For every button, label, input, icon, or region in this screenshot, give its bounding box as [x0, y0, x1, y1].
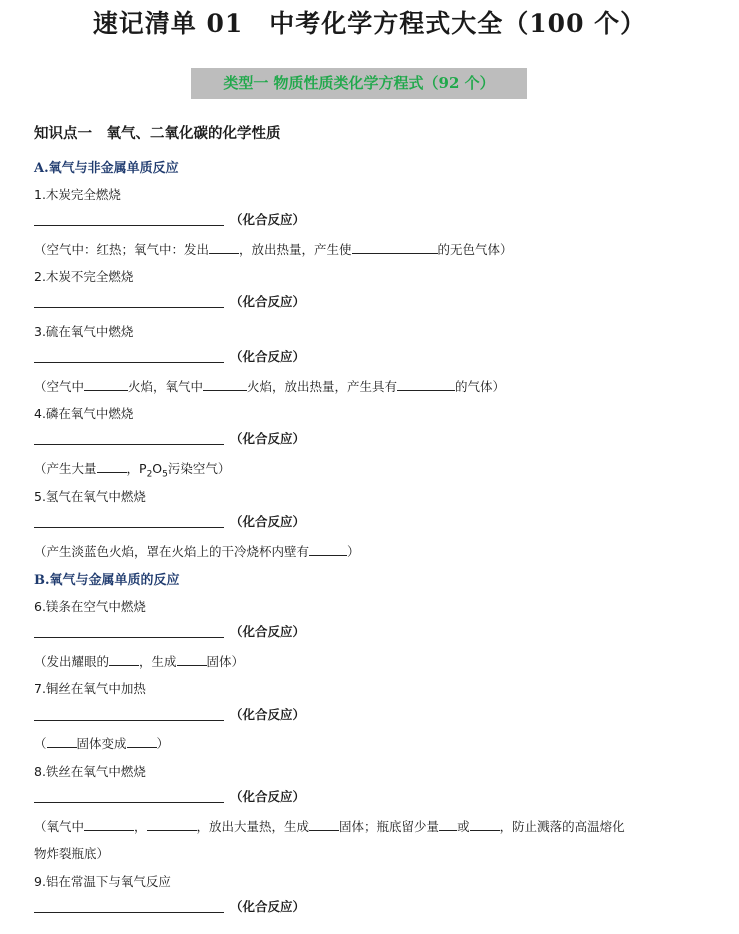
fill-blank[interactable] [397, 378, 455, 391]
note-8-line-2: 物炸裂瓶底） [34, 846, 110, 861]
fill-blank[interactable] [309, 818, 339, 831]
note-6: （发出耀眼的 ，生成 固体） [34, 654, 245, 669]
fill-blank[interactable] [109, 653, 139, 666]
fill-blank[interactable] [439, 818, 457, 831]
item-8: 8.铁丝在氧气中燃烧 [34, 764, 146, 779]
answer-blank[interactable] [34, 706, 224, 721]
fill-blank[interactable] [84, 818, 134, 831]
fill-blank[interactable] [209, 241, 239, 254]
item-7: 7.铜丝在氧气中加热 [34, 681, 146, 696]
type-heading: 类型一 物质性质类化学方程式（92 个） [191, 68, 527, 99]
fill-blank[interactable] [47, 735, 77, 748]
item-2: 2.木炭不完全燃烧 [34, 269, 134, 284]
fill-blank[interactable] [470, 818, 500, 831]
reaction-type-label: （化合反应） [230, 514, 306, 529]
fill-blank[interactable] [177, 653, 207, 666]
answer-blank[interactable] [34, 623, 224, 638]
fill-blank[interactable] [147, 818, 197, 831]
note-8-line-1: （氧气中 ， ，放出大量热，生成 固体；瓶底留少量 或 ，防止溅落的高温熔化 [34, 819, 625, 834]
fill-blank[interactable] [84, 378, 128, 391]
answer-blank[interactable] [34, 513, 224, 528]
item-1: 1.木炭完全燃烧 [34, 187, 121, 202]
answer-blank[interactable] [34, 430, 224, 445]
reaction-type-label: （化合反应） [230, 349, 306, 364]
reaction-type-label: （化合反应） [230, 899, 306, 914]
item-4: 4.磷在氧气中燃烧 [34, 406, 134, 421]
reaction-type-label: （化合反应） [230, 212, 306, 227]
answer-blank[interactable] [34, 211, 224, 226]
note-3: （空气中 火焰，氧气中 火焰，放出热量，产生具有 的气体） [34, 379, 506, 394]
item-5: 5.氢气在氧气中燃烧 [34, 489, 146, 504]
item-9: 9.铝在常温下与氧气反应 [34, 874, 171, 889]
reaction-type-label: （化合反应） [230, 431, 306, 446]
fill-blank[interactable] [127, 735, 157, 748]
reaction-type-label: （化合反应） [230, 624, 306, 639]
reaction-type-label: （化合反应） [230, 294, 306, 309]
note-4: （产生大量 ，$P_2O_5$污染空气） [34, 461, 231, 480]
section-heading: 知识点一 氧气、二氧化碳的化学性质 [34, 125, 281, 142]
fill-blank[interactable] [352, 241, 438, 254]
fill-blank[interactable] [203, 378, 247, 391]
item-3: 3.硫在氧气中燃烧 [34, 324, 134, 339]
subheading-a: A.氧气与非金属单质反应 [34, 161, 179, 176]
page-title: 速记清单 01 中考化学方程式大全（100 个） [92, 9, 647, 38]
subheading-b: B.氧气与金属单质的反应 [34, 573, 180, 588]
note-7: （ 固体变成 ） [34, 736, 170, 751]
reaction-type-label: （化合反应） [230, 789, 306, 804]
answer-blank[interactable] [34, 898, 224, 913]
fill-blank[interactable] [97, 460, 127, 473]
note-1: （空气中：红热；氧气中：发出 ，放出热量，产生使 的无色气体） [34, 242, 513, 257]
reaction-type-label: （化合反应） [230, 707, 306, 722]
fill-blank[interactable] [309, 543, 347, 556]
answer-blank[interactable] [34, 788, 224, 803]
note-5: （产生淡蓝色火焰，罩在火焰上的干冷烧杯内壁有 ） [34, 544, 360, 559]
answer-blank[interactable] [34, 348, 224, 363]
answer-blank[interactable] [34, 293, 224, 308]
item-6: 6.镁条在空气中燃烧 [34, 599, 146, 614]
